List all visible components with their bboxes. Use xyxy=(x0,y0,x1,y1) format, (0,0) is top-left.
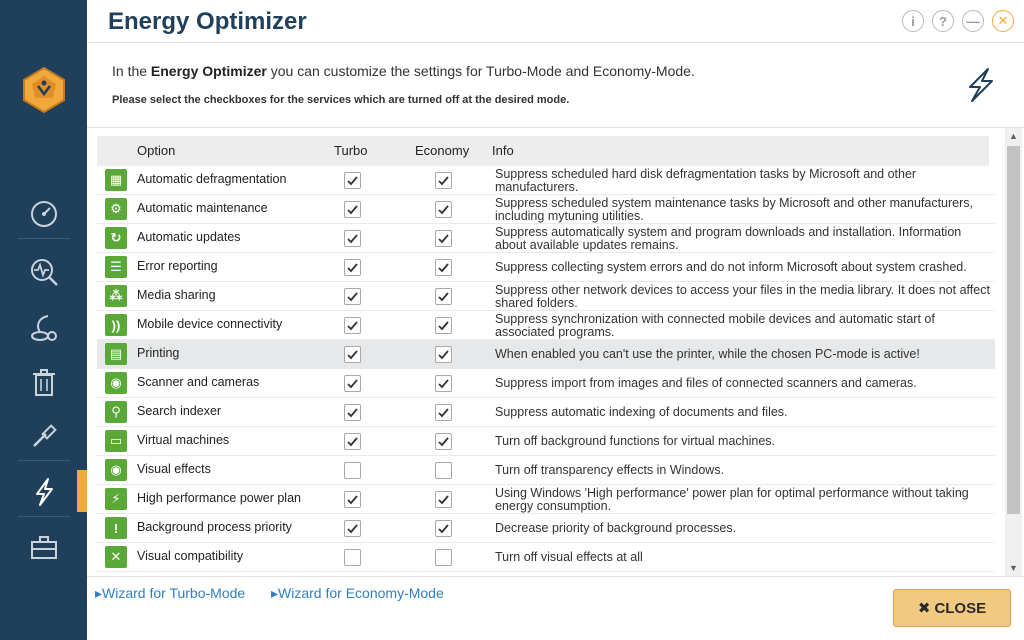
eye-x-icon: ✕ xyxy=(105,546,127,568)
table-row[interactable] xyxy=(97,166,995,195)
table-row[interactable] xyxy=(97,514,995,543)
option-info: Turn off visual effects at all xyxy=(495,550,643,564)
option-label: Scanner and cameras xyxy=(137,375,260,389)
table-header xyxy=(97,136,989,166)
nav-toolbox[interactable] xyxy=(0,526,87,570)
info-button[interactable]: i xyxy=(902,10,924,32)
close-window-button[interactable]: ✕ xyxy=(992,10,1014,32)
logo-icon xyxy=(20,66,68,114)
nav-energy-optimizer[interactable] xyxy=(0,470,87,514)
table-row[interactable] xyxy=(97,456,995,485)
economy-checkbox[interactable] xyxy=(435,230,452,247)
scroll-down-icon[interactable]: ▼ xyxy=(1009,563,1018,573)
turbo-checkbox[interactable] xyxy=(344,172,361,189)
option-info: Using Windows 'High performance' power plan for optimal performance without taking energy consumption. xyxy=(495,485,969,513)
option-info: Suppress scheduled hard disk defragmentation tasks by Microsoft and other manufacturers. xyxy=(495,166,917,194)
refresh-icon: ↻ xyxy=(105,227,127,249)
toolbox-icon xyxy=(28,532,60,564)
economy-checkbox[interactable] xyxy=(435,520,452,537)
economy-checkbox[interactable] xyxy=(435,491,452,508)
printer-icon: ▤ xyxy=(105,343,127,365)
intro-header xyxy=(87,42,1024,128)
option-label: Automatic defragmentation xyxy=(137,172,287,186)
option-info: Suppress synchronization with connected mobile devices and automatic start of associated programs. xyxy=(495,311,935,339)
speedometer-icon xyxy=(28,198,60,230)
option-info: Suppress other network devices to access your files in the media library. It does not affect shared folders. xyxy=(495,282,990,310)
close-icon: ✖ xyxy=(917,600,931,617)
economy-checkbox[interactable] xyxy=(435,288,452,305)
turbo-checkbox[interactable] xyxy=(344,404,361,421)
turbo-checkbox[interactable] xyxy=(344,288,361,305)
option-label: Visual effects xyxy=(137,462,211,476)
close-button[interactable]: ✖ CLOSE xyxy=(893,589,1011,627)
scroll-thumb[interactable] xyxy=(1007,146,1020,514)
screwdriver-icon xyxy=(28,420,60,452)
economy-checkbox[interactable] xyxy=(435,433,452,450)
eye-icon: ◉ xyxy=(105,459,127,481)
wizard-economy-link[interactable]: ▸Wizard for Economy-Mode xyxy=(271,585,444,601)
footer xyxy=(87,576,1024,640)
nav-dashboard[interactable] xyxy=(0,192,87,236)
option-label: Mobile device connectivity xyxy=(137,317,283,331)
table-row[interactable] xyxy=(97,543,995,572)
table-row[interactable] xyxy=(97,253,995,282)
option-info: When enabled you can't use the printer, while the chosen PC-mode is active! xyxy=(495,347,920,361)
economy-checkbox[interactable] xyxy=(435,317,452,334)
signal-icon: )) xyxy=(105,314,127,336)
column-info[interactable]: Info xyxy=(492,143,514,158)
option-info: Turn off background functions for virtual machines. xyxy=(495,434,776,448)
option-label: Error reporting xyxy=(137,259,218,273)
page-title: Energy Optimizer xyxy=(108,8,307,35)
option-label: Search indexer xyxy=(137,404,222,418)
column-option[interactable]: Option xyxy=(137,143,176,158)
exclamation-icon: ! xyxy=(105,517,127,539)
active-indicator xyxy=(77,470,87,512)
option-label: Media sharing xyxy=(137,288,216,302)
turbo-checkbox[interactable] xyxy=(344,346,361,363)
turbo-checkbox[interactable] xyxy=(344,462,361,479)
turbo-checkbox[interactable] xyxy=(344,549,361,566)
economy-checkbox[interactable] xyxy=(435,462,452,479)
option-label: Background process priority xyxy=(137,520,292,534)
turbo-checkbox[interactable] xyxy=(344,201,361,218)
help-button[interactable]: ? xyxy=(932,10,954,32)
economy-checkbox[interactable] xyxy=(435,404,452,421)
table-row[interactable] xyxy=(97,282,995,311)
economy-checkbox[interactable] xyxy=(435,259,452,276)
intro-subtitle: Please select the checkboxes for the services which are turned off at the desired mode. xyxy=(112,94,570,106)
monitor-icon: ▭ xyxy=(105,430,127,452)
wizard-turbo-link[interactable]: ▸Wizard for Turbo-Mode xyxy=(95,585,246,601)
economy-checkbox[interactable] xyxy=(435,201,452,218)
sidebar xyxy=(0,0,87,640)
vacuum-icon xyxy=(28,312,60,344)
option-label: High performance power plan xyxy=(137,491,301,505)
table-row[interactable] xyxy=(97,398,995,427)
bolt-icon: ⚡ xyxy=(105,488,127,510)
table-row[interactable] xyxy=(97,427,995,456)
intro-text: In the Energy Optimizer you can customize the settings for Turbo-Mode and Economy-Mode. xyxy=(112,63,695,79)
search-icon: ⚲ xyxy=(105,401,127,423)
economy-checkbox[interactable] xyxy=(435,549,452,566)
table-row[interactable] xyxy=(97,224,995,253)
table-row[interactable] xyxy=(97,485,995,514)
economy-checkbox[interactable] xyxy=(435,346,452,363)
turbo-checkbox[interactable] xyxy=(344,433,361,450)
nav-analyze[interactable] xyxy=(0,250,87,294)
list-icon: ☰ xyxy=(105,256,127,278)
table-row[interactable] xyxy=(97,340,995,369)
turbo-checkbox[interactable] xyxy=(344,520,361,537)
trash-icon xyxy=(28,366,60,398)
table-row[interactable] xyxy=(97,195,995,224)
table-row[interactable] xyxy=(97,311,995,340)
option-info: Suppress automatically system and program downloads and installation. Information about available updates remains. xyxy=(495,224,962,252)
lightning-icon xyxy=(960,65,1000,105)
turbo-checkbox[interactable] xyxy=(344,230,361,247)
option-label: Automatic maintenance xyxy=(137,201,268,215)
option-label: Virtual machines xyxy=(137,433,230,447)
column-economy[interactable]: Economy xyxy=(415,143,470,158)
turbo-checkbox[interactable] xyxy=(344,375,361,392)
option-info: Decrease priority of background processes. xyxy=(495,521,737,535)
window-controls xyxy=(902,10,1014,32)
option-label: Automatic updates xyxy=(137,230,241,244)
option-info: Suppress scheduled system maintenance tasks by Microsoft and other manufacturers, including mytuning utilities. xyxy=(495,195,974,223)
turbo-checkbox[interactable] xyxy=(344,259,361,276)
grid-icon: ▦ xyxy=(105,169,127,191)
turbo-checkbox[interactable] xyxy=(344,491,361,508)
nav-fix[interactable] xyxy=(0,414,87,458)
nav-uninstall[interactable] xyxy=(0,360,87,404)
lightning-icon xyxy=(28,476,60,508)
nav-clean[interactable] xyxy=(0,306,87,350)
scanner-icon: ◉ xyxy=(105,372,127,394)
minimize-button[interactable]: — xyxy=(962,10,984,32)
option-info: Suppress collecting system errors and do not inform Microsoft about system crashed. xyxy=(495,260,967,274)
gear-icon: ⚙ xyxy=(105,198,127,220)
turbo-checkbox[interactable] xyxy=(344,317,361,334)
option-info: Suppress automatic indexing of documents and files. xyxy=(495,405,788,419)
option-info: Turn off transparency effects in Windows. xyxy=(495,463,725,477)
scrollbar[interactable] xyxy=(1005,128,1022,576)
economy-checkbox[interactable] xyxy=(435,172,452,189)
options-table xyxy=(97,136,1007,576)
economy-checkbox[interactable] xyxy=(435,375,452,392)
table-row[interactable] xyxy=(97,369,995,398)
option-info: Suppress import from images and files of connected scanners and cameras. xyxy=(495,376,917,390)
pulse-search-icon xyxy=(28,256,60,288)
option-label: Printing xyxy=(137,346,180,360)
scroll-up-icon[interactable]: ▲ xyxy=(1009,131,1018,141)
column-turbo[interactable]: Turbo xyxy=(334,143,368,158)
share-icon: ⁂ xyxy=(105,285,127,307)
option-label: Visual compatibility xyxy=(137,549,244,563)
